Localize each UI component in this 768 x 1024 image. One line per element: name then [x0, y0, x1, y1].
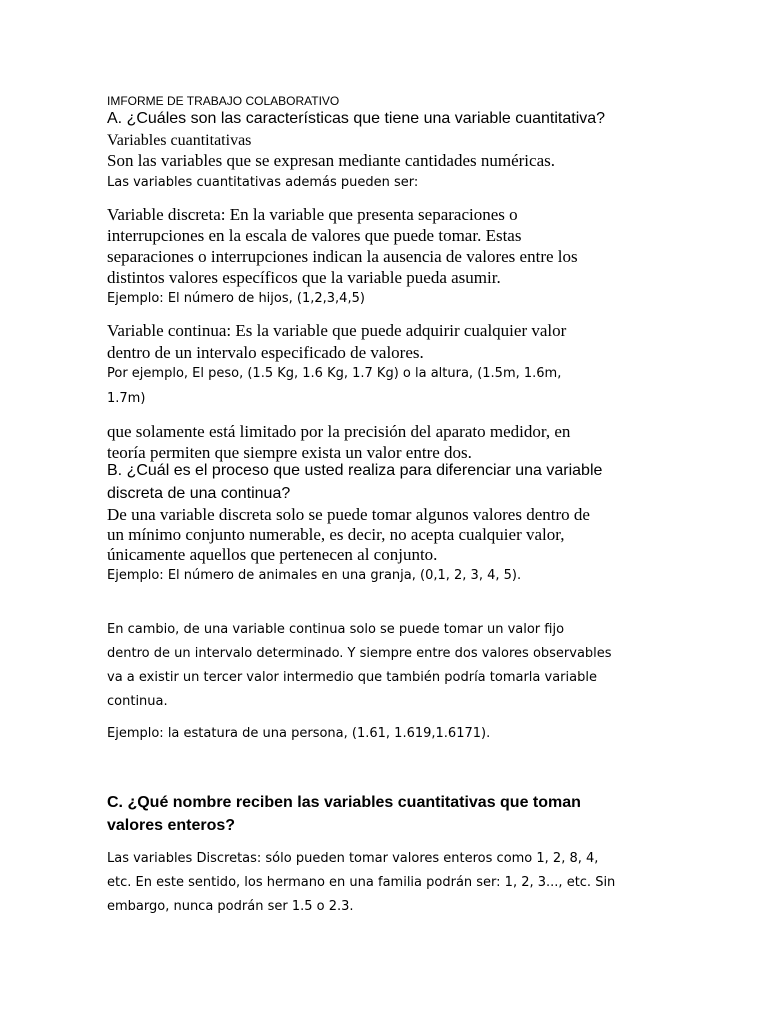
example-line: 1.7m): [107, 391, 146, 406]
paragraph-line: va a existir un tercer valor intermedio que también podría tomarla variable: [107, 670, 597, 685]
paragraph-line: un mínimo conjunto numerable, es decir, no acepta cualquier valor,: [107, 525, 565, 544]
example-line: Ejemplo: El número de hijos, (1,2,3,4,5): [107, 291, 365, 306]
paragraph-line: únicamente aquellos que pertenecen al conjunto.: [107, 545, 438, 564]
paragraph-line: interrupciones en la escala de valores que puede tomar. Estas: [107, 226, 522, 245]
section-heading: Variables cuantitativas: [107, 132, 252, 149]
question-c: valores enteros?: [107, 817, 236, 834]
paragraph-line: Variable continua: Es la variable que puede adquirir cualquier valor: [107, 321, 567, 340]
paragraph-line: Variable discreta: En la variable que presenta separaciones o: [107, 205, 518, 224]
paragraph-line: continua.: [107, 694, 168, 709]
paragraph-line: que solamente está limitado por la precisión del aparato medidor, en: [107, 422, 571, 441]
paragraph-line: Las variables Discretas: sólo pueden tomar valores enteros como 1, 2, 8, 4,: [107, 851, 599, 866]
paragraph-line: En cambio, de una variable continua solo se puede tomar un valor fijo: [107, 622, 565, 637]
paragraph-line: dentro de un intervalo determinado. Y siempre entre dos valores observables: [107, 646, 612, 661]
question-a: A. ¿Cuáles son las características que tiene una variable cuantitativa?: [107, 110, 606, 127]
question-b: discreta de una continua?: [107, 485, 291, 502]
paragraph-line: separaciones o interrupciones indican la ausencia de valores entre los: [107, 247, 578, 266]
question-b: B. ¿Cuál es el proceso que usted realiza para diferenciar una variable: [107, 462, 603, 479]
paragraph-line: etc. En este sentido, los hermano en una familia podrán ser: 1, 2, 3..., etc. Sin: [107, 875, 616, 890]
paragraph-line: embargo, nunca podrán ser 1.5 o 2.3.: [107, 899, 354, 914]
question-c: C. ¿Qué nombre reciben las variables cuantitativas que toman: [107, 794, 581, 811]
paragraph-line: teoría permiten que siempre exista un valor entre dos.: [107, 443, 472, 462]
paragraph-line: distintos valores específicos que la variable pueda asumir.: [107, 268, 501, 287]
example-line: Por ejemplo, El peso, (1.5 Kg, 1.6 Kg, 1.7 Kg) o la altura, (1.5m, 1.6m,: [107, 366, 562, 381]
paragraph-line: dentro de un intervalo especificado de valores.: [107, 343, 424, 362]
example-line: Ejemplo: El número de animales en una granja, (0,1, 2, 3, 4, 5).: [107, 568, 522, 583]
document-title: IMFORME DE TRABAJO COLABORATIVO: [107, 94, 340, 108]
example-line: Ejemplo: la estatura de una persona, (1.61, 1.619,1.6171).: [107, 726, 491, 741]
paragraph-line: Las variables cuantitativas además pueden ser:: [107, 175, 419, 190]
paragraph-line: Son las variables que se expresan mediante cantidades numéricas.: [107, 151, 555, 170]
paragraph-line: De una variable discreta solo se puede tomar algunos valores dentro de: [107, 505, 590, 524]
